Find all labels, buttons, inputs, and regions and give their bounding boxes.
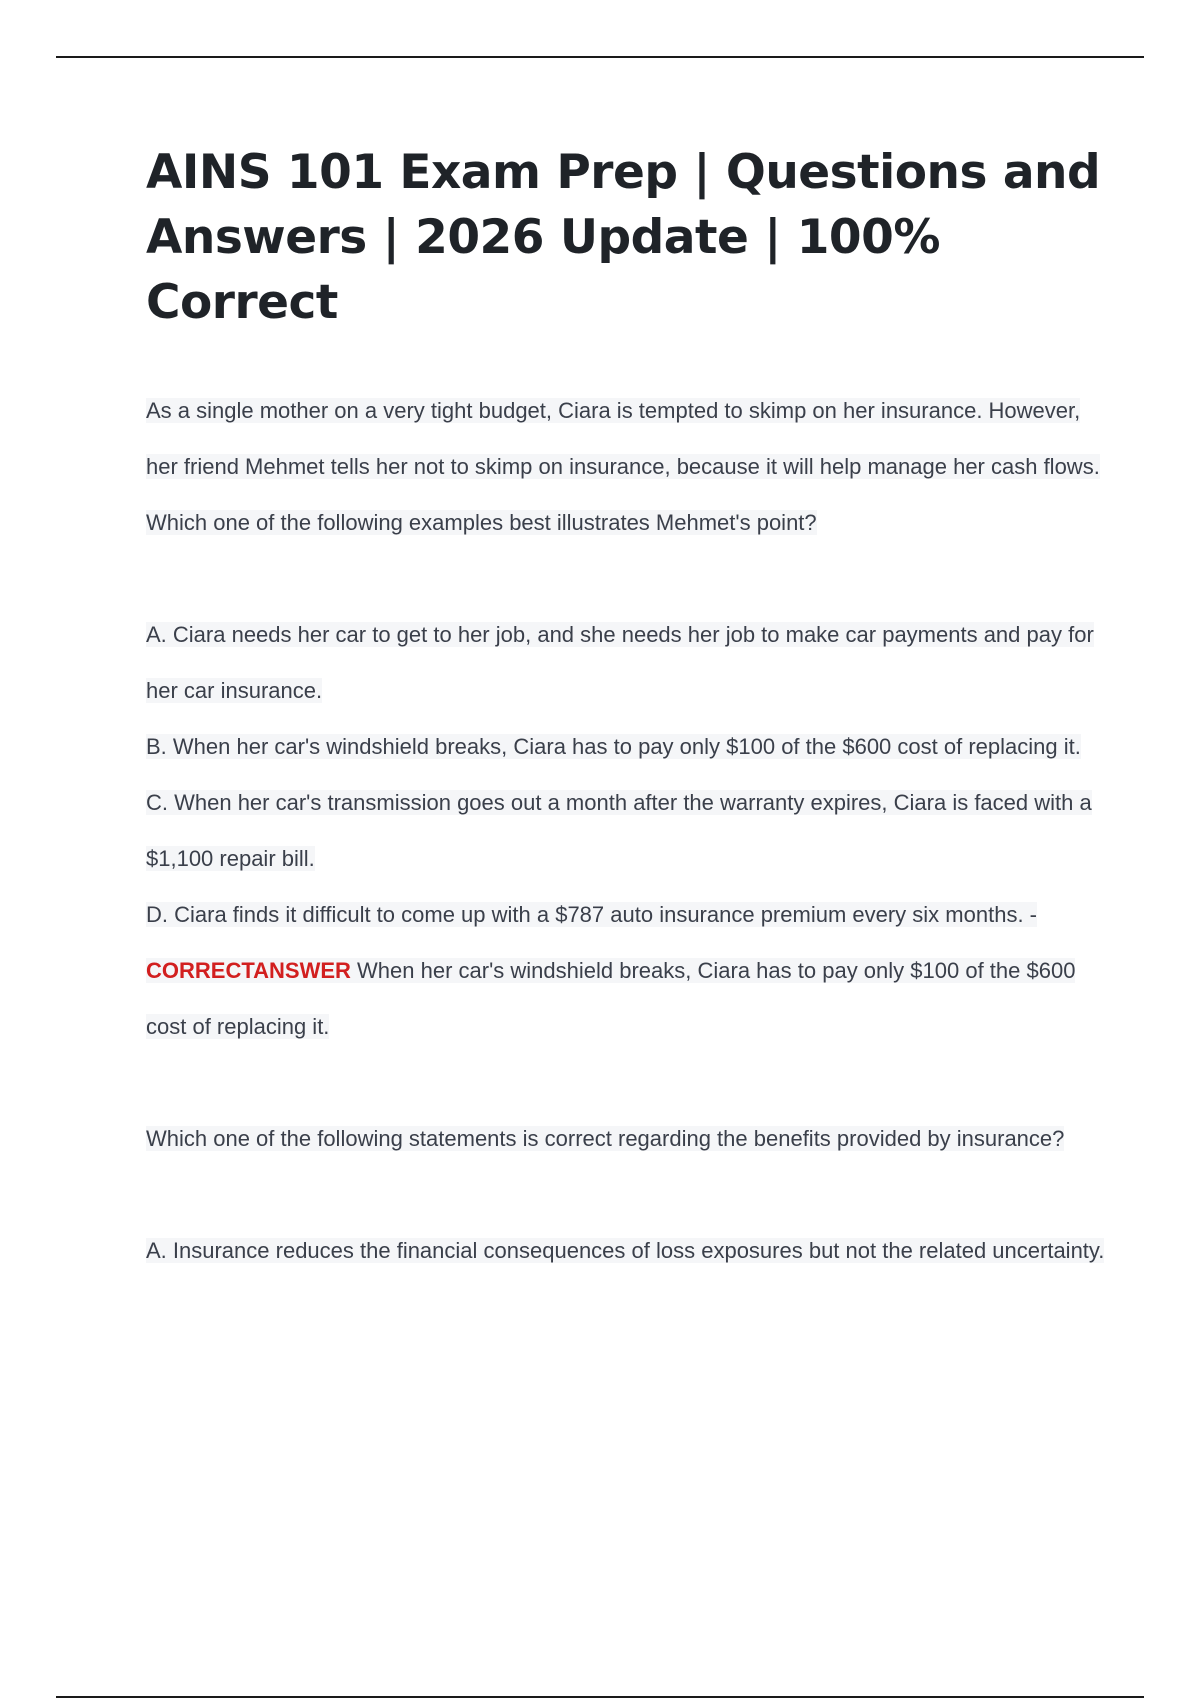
question-2-option-a	[146, 1223, 1106, 1279]
question-1-option-b	[146, 719, 1106, 775]
spacer	[146, 551, 1106, 607]
bottom-rule	[56, 1696, 1144, 1698]
option-text: A. Insurance reduces the financial consequences of loss exposures but not the related uncertainty.	[146, 1238, 1105, 1263]
question-1-prompt	[146, 383, 1106, 551]
question-1-option-a	[146, 607, 1106, 719]
question-2-prompt	[146, 1111, 1106, 1167]
document-title: AINS 101 Exam Prep | Questions and Answers | 2026 Update | 100% Correct	[146, 145, 1101, 330]
question-1-option-d-with-answer	[146, 887, 1106, 1055]
spacer	[146, 1055, 1106, 1111]
option-text: B. When her car's windshield breaks, Ciara has to pay only $100 of the $600 cost of replacing it.	[146, 734, 1081, 759]
option-text: D. Ciara finds it difficult to come up with a $787 auto insurance premium every six months. -	[146, 902, 1037, 927]
top-rule	[56, 56, 1144, 58]
correct-answer-text: When her car's windshield breaks, Ciara has to pay only $100 of the $600 cost of replacing it.	[146, 958, 1076, 1039]
document-body	[146, 140, 1106, 1279]
question-2-prompt-text: Which one of the following statements is correct regarding the benefits provided by insurance?	[146, 1126, 1065, 1151]
option-text: C. When her car's transmission goes out a month after the warranty expires, Ciara is faced with a $1,100 repair bill.	[146, 790, 1092, 871]
question-1-prompt-text: As a single mother on a very tight budget, Ciara is tempted to skimp on her insurance. However, her friend Mehmet tells her not to skimp on insurance, because it will help manage her cash flows. Which one of the following examples best illustrates Mehmet's point?	[146, 398, 1100, 535]
correct-answer-tag: CORRECTANSWER	[146, 958, 351, 983]
spacer	[146, 1167, 1106, 1223]
question-1-option-c	[146, 775, 1106, 887]
option-text: A. Ciara needs her car to get to her job, and she needs her job to make car payments and pay for her car insurance.	[146, 622, 1094, 703]
